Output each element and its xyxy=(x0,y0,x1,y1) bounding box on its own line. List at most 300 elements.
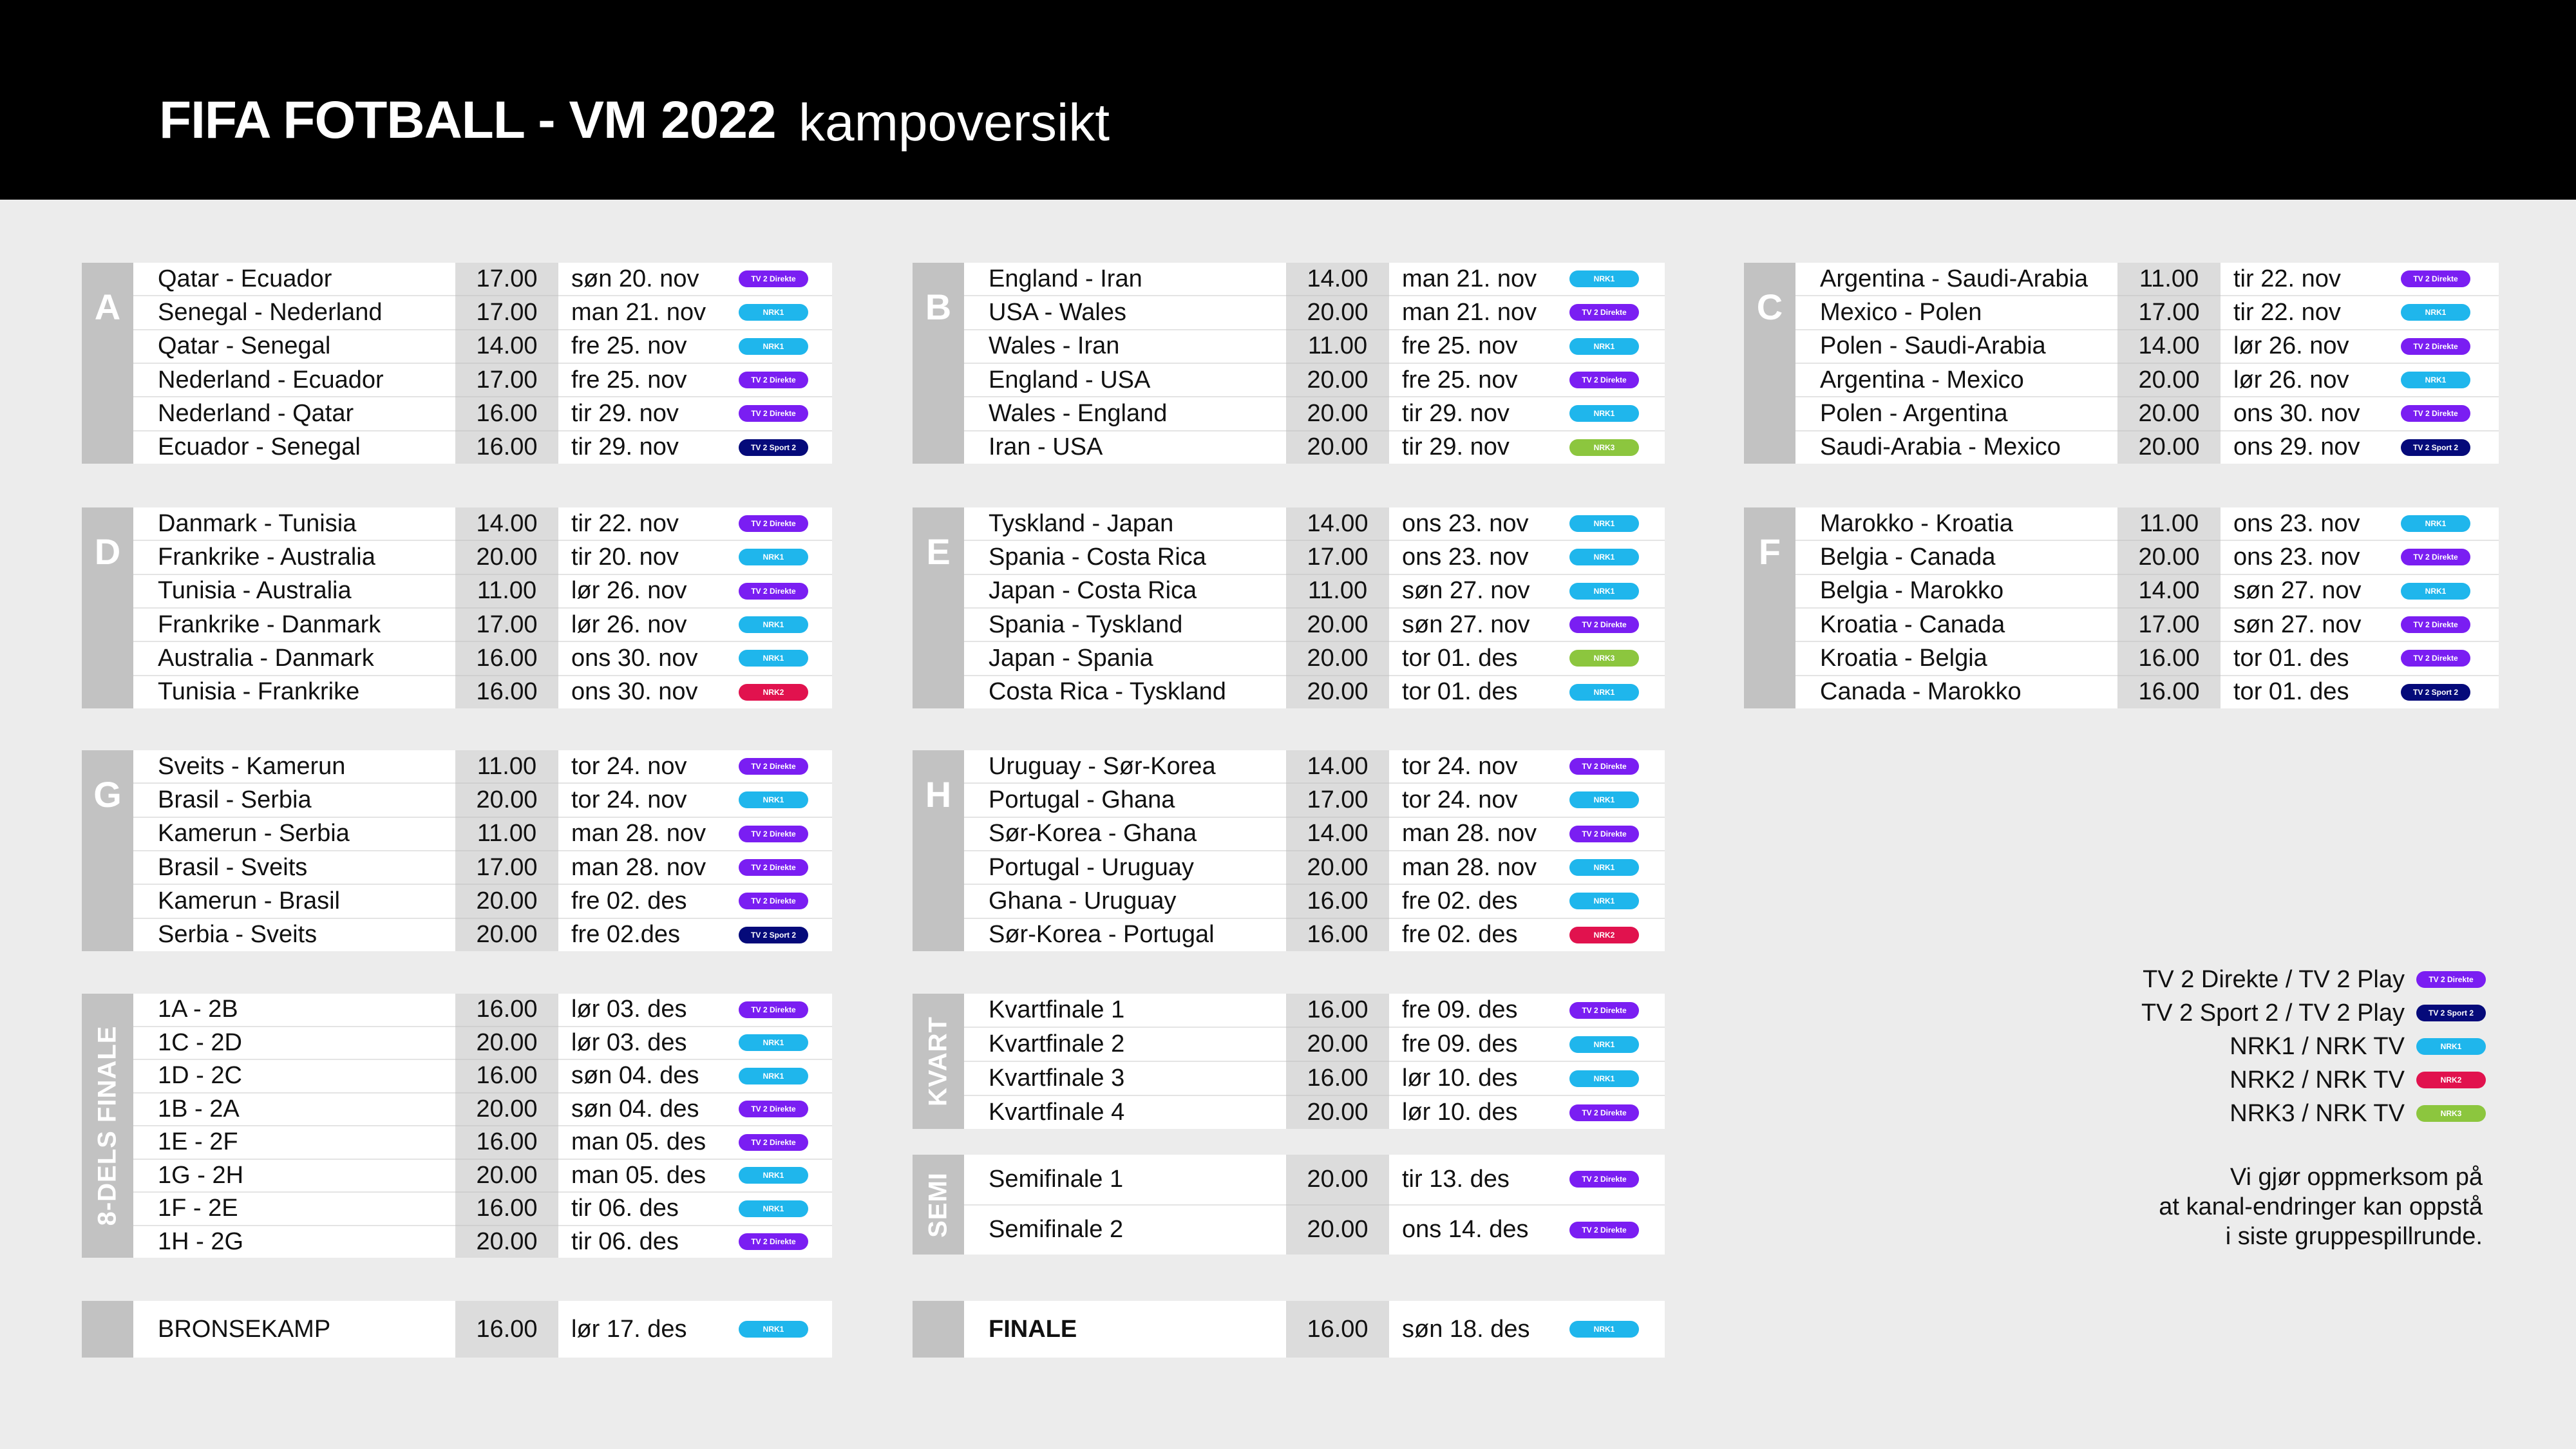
match-cell xyxy=(964,541,1286,574)
time-cell xyxy=(455,263,558,296)
match-cell xyxy=(133,1160,455,1193)
time-cell xyxy=(1286,507,1389,541)
channel-column xyxy=(1569,750,1665,951)
match-name: Qatar - Ecuador xyxy=(158,265,332,292)
time-cell xyxy=(1286,575,1389,609)
page-title: FIFA FOTBALL - VM 2022 xyxy=(159,91,776,149)
channel-cell xyxy=(739,507,832,541)
time-cell xyxy=(2117,397,2221,431)
channel-cell xyxy=(1569,851,1665,885)
time-column xyxy=(455,750,558,951)
channel-cell xyxy=(739,919,832,951)
match-cell xyxy=(133,1193,455,1226)
match-cell xyxy=(133,296,455,330)
match-date: tor 01. des xyxy=(2233,678,2349,706)
match-date: fre 09. des xyxy=(1402,1030,1518,1057)
channel-cell xyxy=(739,397,832,431)
kickoff-time: 17.00 xyxy=(476,265,538,292)
time-cell xyxy=(455,1160,558,1193)
match-name: Wales - England xyxy=(989,399,1168,427)
kickoff-time: 11.00 xyxy=(1307,332,1368,360)
match-cell xyxy=(1795,364,2117,397)
channel-badge-nrk1: NRK1 xyxy=(1569,859,1639,876)
match-date: ons 23. nov xyxy=(1402,509,1529,537)
match-column xyxy=(1795,507,2117,708)
match-name: Kvartfinale 2 xyxy=(989,1030,1125,1057)
date-cell xyxy=(558,676,739,708)
channel-cell xyxy=(739,994,832,1027)
channel-badge-nrk1: NRK1 xyxy=(1569,338,1639,355)
match-cell xyxy=(133,676,455,708)
match-cell xyxy=(1795,330,2117,364)
kickoff-time: 20.00 xyxy=(1307,399,1368,427)
notice-line-2: at kanal-endringer kan oppstå xyxy=(2159,1193,2483,1220)
date-column xyxy=(558,750,739,951)
group-tab xyxy=(913,263,964,464)
match-cell xyxy=(964,784,1286,817)
match-cell xyxy=(964,330,1286,364)
group-g xyxy=(82,750,832,951)
channel-column xyxy=(1569,263,1665,464)
channel-cell xyxy=(739,784,832,817)
date-cell xyxy=(558,507,739,541)
match-name: Wales - Iran xyxy=(989,332,1120,360)
match-date: tir 22. nov xyxy=(2233,265,2341,292)
date-cell xyxy=(558,1094,739,1127)
kickoff-time: 14.00 xyxy=(1307,752,1368,780)
channel-badge-tv2d: TV 2 Direkte xyxy=(2401,338,2470,355)
date-cell xyxy=(2221,431,2401,464)
channel-badge-nrk1: NRK1 xyxy=(1569,791,1639,808)
date-cell xyxy=(558,1301,739,1358)
group-tab xyxy=(913,1301,964,1358)
channel-notice xyxy=(2029,1162,2483,1251)
channel-badge-tv2d: TV 2 Direkte xyxy=(1569,372,1639,388)
channel-badge-tv2d: TV 2 Direkte xyxy=(739,583,808,600)
match-date: tor 01. des xyxy=(2233,644,2349,672)
channel-badge-nrk3: NRK3 xyxy=(1569,439,1639,456)
date-cell xyxy=(2221,507,2401,541)
date-cell xyxy=(2221,575,2401,609)
channel-badge-nrk1: NRK1 xyxy=(1569,515,1639,532)
channel-column xyxy=(739,994,832,1258)
date-column xyxy=(1389,1155,1569,1255)
kickoff-time: 16.00 xyxy=(1307,1315,1368,1343)
kickoff-time: 20.00 xyxy=(1307,611,1368,638)
time-cell xyxy=(455,330,558,364)
kickoff-time: 16.00 xyxy=(476,996,538,1023)
channel-badge-nrk1: NRK1 xyxy=(1569,270,1639,287)
date-cell xyxy=(558,994,739,1027)
kickoff-time: 16.00 xyxy=(476,1062,538,1090)
kickoff-time: 16.00 xyxy=(476,1195,538,1222)
date-cell xyxy=(2221,541,2401,574)
match-date: lør 26. nov xyxy=(571,611,687,638)
kickoff-time: 17.00 xyxy=(476,366,538,393)
match-cell xyxy=(133,1301,455,1358)
date-cell xyxy=(558,851,739,885)
channel-column xyxy=(739,1301,832,1358)
channel-cell xyxy=(739,1094,832,1127)
channel-badge-tv2d: TV 2 Direkte xyxy=(1569,758,1639,775)
match-cell xyxy=(964,507,1286,541)
match-name: 1D - 2C xyxy=(158,1062,242,1090)
match-name: Kvartfinale 4 xyxy=(989,1099,1125,1126)
match-name: Spania - Tyskland xyxy=(989,611,1183,638)
channel-badge-nrk1: NRK1 xyxy=(739,791,808,808)
time-cell xyxy=(1286,1206,1389,1255)
time-column xyxy=(455,263,558,464)
time-cell xyxy=(1286,296,1389,330)
time-cell xyxy=(455,1060,558,1094)
match-name: Japan - Costa Rica xyxy=(989,577,1197,605)
date-cell xyxy=(1389,1028,1569,1062)
date-cell xyxy=(1389,784,1569,817)
group-label: G xyxy=(93,774,122,815)
channel-cell xyxy=(1569,818,1665,851)
match-cell xyxy=(964,575,1286,609)
match-name: Canada - Marokko xyxy=(1820,678,2022,706)
time-cell xyxy=(1286,1028,1389,1062)
kickoff-time: 20.00 xyxy=(2138,366,2200,393)
group-tab xyxy=(1744,507,1795,708)
time-cell xyxy=(2117,330,2221,364)
channel-badge-tv2d: TV 2 Direkte xyxy=(1569,304,1639,321)
channel-badge-nrk1: NRK1 xyxy=(2401,304,2470,321)
group-label: KVART xyxy=(923,1016,952,1106)
kickoff-time: 17.00 xyxy=(1307,786,1368,813)
channel-cell xyxy=(739,364,832,397)
kickoff-time: 16.00 xyxy=(1307,887,1368,914)
group-final xyxy=(913,1301,1665,1358)
match-cell xyxy=(133,507,455,541)
match-name: 1E - 2F xyxy=(158,1128,238,1156)
match-name: Ecuador - Senegal xyxy=(158,433,361,461)
kickoff-time: 20.00 xyxy=(476,1161,538,1189)
channel-badge-nrk3: NRK3 xyxy=(2416,1105,2486,1122)
match-date: søn 27. nov xyxy=(1402,611,1530,638)
time-cell xyxy=(455,885,558,918)
match-name: Portugal - Uruguay xyxy=(989,853,1194,881)
match-cell xyxy=(964,1206,1286,1255)
date-cell xyxy=(1389,397,1569,431)
time-cell xyxy=(1286,330,1389,364)
match-date: tir 29. nov xyxy=(571,433,679,461)
time-cell xyxy=(2117,263,2221,296)
match-name: Uruguay - Sør-Korea xyxy=(989,752,1216,780)
kickoff-time: 16.00 xyxy=(476,399,538,427)
channel-cell xyxy=(1569,1062,1665,1096)
date-column xyxy=(558,507,739,708)
match-name: Tyskland - Japan xyxy=(989,509,1174,537)
time-column xyxy=(2117,507,2221,708)
group-label: D xyxy=(94,531,121,572)
channel-badge-nrk1: NRK1 xyxy=(739,1167,808,1184)
match-cell xyxy=(133,263,455,296)
channel-badge-tv2d: TV 2 Direkte xyxy=(1569,616,1639,633)
date-cell xyxy=(2221,397,2401,431)
channel-badge-tv2d: TV 2 Direkte xyxy=(2416,971,2486,988)
time-column xyxy=(1286,1155,1389,1255)
date-cell xyxy=(1389,330,1569,364)
match-cell xyxy=(133,885,455,918)
match-cell xyxy=(964,994,1286,1028)
match-date: ons 29. nov xyxy=(2233,433,2360,461)
kickoff-time: 16.00 xyxy=(476,644,538,672)
channel-cell xyxy=(1569,1155,1665,1206)
match-date: lør 17. des xyxy=(571,1315,687,1343)
channel-cell xyxy=(1569,885,1665,918)
channel-column xyxy=(739,507,832,708)
channel-cell xyxy=(1569,1028,1665,1062)
channel-badge-nrk1: NRK1 xyxy=(1569,893,1639,909)
time-cell xyxy=(1286,676,1389,708)
match-date: man 28. nov xyxy=(571,820,706,848)
date-cell xyxy=(1389,885,1569,918)
match-name: Tunisia - Frankrike xyxy=(158,678,360,706)
kickoff-time: 14.00 xyxy=(1307,820,1368,848)
channel-column xyxy=(739,263,832,464)
kickoff-time: 20.00 xyxy=(1307,1099,1368,1126)
channel-badge-tv2d: TV 2 Direkte xyxy=(739,270,808,287)
kickoff-time: 14.00 xyxy=(2138,332,2200,360)
date-column xyxy=(1389,507,1569,708)
channel-badge-tv2d: TV 2 Direkte xyxy=(2401,270,2470,287)
channel-badge-tv2s: TV 2 Sport 2 xyxy=(739,927,808,943)
date-column xyxy=(558,994,739,1258)
match-cell xyxy=(1795,397,2117,431)
channel-cell xyxy=(2401,541,2499,574)
channel-cell xyxy=(1569,1096,1665,1129)
legend-text: TV 2 Sport 2 / TV 2 Play xyxy=(2141,999,2405,1027)
match-cell xyxy=(964,1028,1286,1062)
date-cell xyxy=(558,885,739,918)
kickoff-time: 20.00 xyxy=(1307,1165,1368,1193)
match-date: lør 26. nov xyxy=(571,577,687,605)
kickoff-time: 14.00 xyxy=(1307,265,1368,292)
channel-legend xyxy=(2061,963,2486,1130)
channel-cell xyxy=(1569,431,1665,464)
kickoff-time: 20.00 xyxy=(1307,298,1368,326)
match-date: tir 06. des xyxy=(571,1227,679,1255)
time-cell xyxy=(455,851,558,885)
match-date: ons 23. nov xyxy=(1402,543,1529,571)
match-name: Semifinale 1 xyxy=(989,1165,1124,1193)
match-cell xyxy=(964,642,1286,676)
channel-badge-tv2d: TV 2 Direkte xyxy=(739,758,808,775)
channel-cell xyxy=(2401,364,2499,397)
match-name: Kamerun - Serbia xyxy=(158,820,350,848)
time-column xyxy=(1286,263,1389,464)
date-cell xyxy=(558,818,739,851)
match-name: Saudi-Arabia - Mexico xyxy=(1820,433,2061,461)
group-bronze xyxy=(82,1301,832,1358)
match-name: 1F - 2E xyxy=(158,1195,238,1222)
match-cell xyxy=(133,1126,455,1160)
match-date: fre 25. nov xyxy=(571,366,687,393)
match-name: Nederland - Ecuador xyxy=(158,366,384,393)
match-column xyxy=(964,994,1286,1129)
time-column xyxy=(1286,994,1389,1129)
match-column xyxy=(1795,263,2117,464)
time-column xyxy=(1286,750,1389,951)
match-name: Danmark - Tunisia xyxy=(158,509,357,537)
match-cell xyxy=(133,1060,455,1094)
date-cell xyxy=(2221,364,2401,397)
group-label: C xyxy=(1756,287,1783,327)
time-cell xyxy=(1286,1301,1389,1358)
match-date: søn 04. des xyxy=(571,1095,699,1122)
match-column xyxy=(964,507,1286,708)
match-cell xyxy=(133,642,455,676)
date-cell xyxy=(2221,676,2401,708)
channel-column xyxy=(1569,1301,1665,1358)
group-tab xyxy=(1744,263,1795,464)
channel-badge-tv2d: TV 2 Direkte xyxy=(739,515,808,532)
time-cell xyxy=(1286,1155,1389,1206)
date-cell xyxy=(558,1193,739,1226)
match-date: man 28. nov xyxy=(1402,820,1537,848)
channel-badge-tv2s: TV 2 Sport 2 xyxy=(739,439,808,456)
time-cell xyxy=(1286,784,1389,817)
group-tab xyxy=(82,994,133,1258)
date-cell xyxy=(1389,642,1569,676)
match-name: Spania - Costa Rica xyxy=(989,543,1206,571)
kickoff-time: 16.00 xyxy=(476,1315,538,1343)
time-cell xyxy=(1286,609,1389,642)
date-cell xyxy=(558,1060,739,1094)
date-cell xyxy=(2221,296,2401,330)
match-name: Ghana - Uruguay xyxy=(989,887,1177,914)
time-cell xyxy=(1286,919,1389,951)
match-name: Marokko - Kroatia xyxy=(1820,509,2013,537)
match-name: Polen - Argentina xyxy=(1820,399,2008,427)
time-cell xyxy=(1286,994,1389,1028)
match-date: tir 13. des xyxy=(1402,1165,1510,1193)
kickoff-time: 20.00 xyxy=(1307,366,1368,393)
match-name: Kroatia - Belgia xyxy=(1820,644,1987,672)
match-date: tir 22. nov xyxy=(2233,298,2341,326)
date-cell xyxy=(1389,263,1569,296)
kickoff-time: 11.00 xyxy=(1307,577,1368,605)
match-date: fre 25. nov xyxy=(571,332,687,360)
date-cell xyxy=(1389,1206,1569,1255)
match-name: 1C - 2D xyxy=(158,1028,242,1056)
legend-text: NRK1 / NRK TV xyxy=(2230,1032,2405,1060)
time-cell xyxy=(2117,431,2221,464)
channel-cell xyxy=(1569,364,1665,397)
match-cell xyxy=(1795,676,2117,708)
channel-cell xyxy=(1569,541,1665,574)
channel-badge-nrk1: NRK1 xyxy=(739,1200,808,1217)
channel-cell xyxy=(2401,575,2499,609)
channel-cell xyxy=(1569,994,1665,1028)
channel-badge-tv2d: TV 2 Direkte xyxy=(2401,405,2470,422)
match-cell xyxy=(133,575,455,609)
match-cell xyxy=(1795,263,2117,296)
kickoff-time: 20.00 xyxy=(1307,433,1368,461)
match-date: tor 24. nov xyxy=(1402,752,1518,780)
match-name: Frankrike - Australia xyxy=(158,543,375,571)
match-date: lør 26. nov xyxy=(2233,332,2349,360)
channel-cell xyxy=(1569,750,1665,784)
match-cell xyxy=(1795,642,2117,676)
match-name: 1A - 2B xyxy=(158,996,238,1023)
legend-text: NRK2 / NRK TV xyxy=(2230,1066,2405,1094)
legend-item-nrk2 xyxy=(2061,1063,2486,1097)
group-label: H xyxy=(925,774,952,815)
channel-badge-tv2d: TV 2 Direkte xyxy=(2401,650,2470,667)
match-date: fre 02. des xyxy=(571,887,687,914)
group-h xyxy=(913,750,1665,951)
date-cell xyxy=(1389,609,1569,642)
time-column xyxy=(2117,263,2221,464)
date-cell xyxy=(558,397,739,431)
channel-badge-tv2s: TV 2 Sport 2 xyxy=(2401,439,2470,456)
group-label: 8-DELS FINALE xyxy=(93,1025,122,1226)
channel-cell xyxy=(1569,507,1665,541)
kickoff-time: 17.00 xyxy=(2138,298,2200,326)
time-cell xyxy=(455,994,558,1027)
kickoff-time: 16.00 xyxy=(476,678,538,706)
match-name: Argentina - Mexico xyxy=(1820,366,2024,393)
match-column xyxy=(133,750,455,951)
channel-badge-nrk2: NRK2 xyxy=(739,684,808,701)
channel-cell xyxy=(1569,642,1665,676)
channel-cell xyxy=(739,431,832,464)
date-cell xyxy=(558,919,739,951)
match-cell xyxy=(1795,609,2117,642)
match-date: ons 30. nov xyxy=(571,644,698,672)
time-cell xyxy=(455,1126,558,1160)
group-tab xyxy=(913,750,964,951)
time-column xyxy=(455,1301,558,1358)
time-cell xyxy=(455,609,558,642)
channel-badge-nrk1: NRK1 xyxy=(739,304,808,321)
time-cell xyxy=(455,364,558,397)
time-cell xyxy=(1286,1062,1389,1096)
match-column xyxy=(964,1155,1286,1255)
date-column xyxy=(1389,263,1569,464)
channel-cell xyxy=(739,263,832,296)
match-column xyxy=(133,263,455,464)
kickoff-time: 16.00 xyxy=(1307,996,1368,1023)
date-cell xyxy=(2221,263,2401,296)
channel-cell xyxy=(739,1193,832,1226)
channel-badge-nrk2: NRK2 xyxy=(2416,1072,2486,1088)
match-cell xyxy=(133,1027,455,1061)
time-cell xyxy=(455,1094,558,1127)
channel-badge-nrk1: NRK1 xyxy=(739,616,808,633)
channel-badge-nrk1: NRK1 xyxy=(1569,1321,1639,1338)
match-date: man 21. nov xyxy=(571,298,706,326)
date-cell xyxy=(1389,676,1569,708)
channel-cell xyxy=(739,1226,832,1258)
date-cell xyxy=(2221,330,2401,364)
kickoff-time: 11.00 xyxy=(477,752,537,780)
match-date: fre 25. nov xyxy=(1402,366,1518,393)
channel-badge-tv2d: TV 2 Direkte xyxy=(739,859,808,876)
channel-cell xyxy=(1569,784,1665,817)
channel-badge-tv2d: TV 2 Direkte xyxy=(2401,549,2470,565)
match-name: Serbia - Sveits xyxy=(158,921,317,949)
channel-cell xyxy=(2401,507,2499,541)
date-column xyxy=(2221,507,2401,708)
match-cell xyxy=(1795,575,2117,609)
channel-badge-nrk1: NRK1 xyxy=(2401,515,2470,532)
time-cell xyxy=(1286,397,1389,431)
group-d xyxy=(82,507,832,708)
